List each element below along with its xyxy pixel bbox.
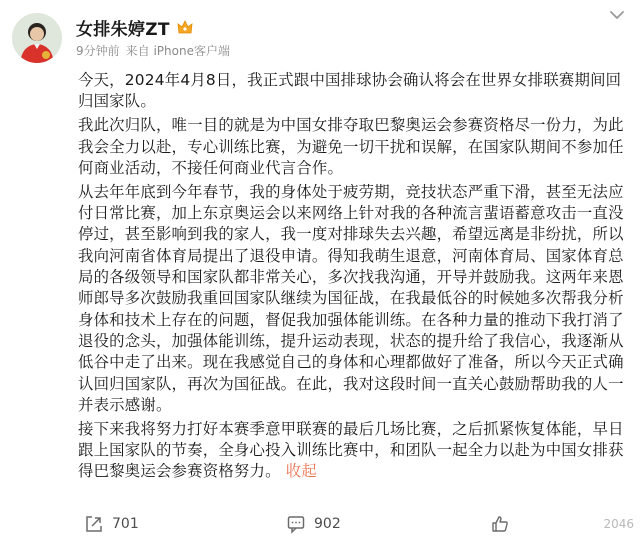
username[interactable]: 女排朱婷ZT xyxy=(76,19,170,40)
post-paragraph-last xyxy=(78,419,626,483)
comment-count: 902 xyxy=(314,516,341,532)
fold-link[interactable]: 收起 xyxy=(285,462,317,481)
post-header xyxy=(0,0,640,66)
post-paragraph: 今天，2024年4月8日，我正式跟中国排球协会确认将会在世界女排联赛期间回归国家队。 xyxy=(78,71,622,111)
post-paragraph: 从去年年底到今年春节，我的身体处于疲劳期，竞技状态严重下滑，甚至无法应付日常比赛，加上东京奥运会以来网络上针对我的各种流言蜚语蓄意攻击一直没停过，甚至影响到我的家人，我一度对排球失去兴趣，希望远离是非纷扰，所以我向河南省体育局提出了退役申请。得知我萌生退意，河南体育局、国家体育总局的各级领导和国家队都非常关心，多次找我沟通，开导并鼓励我。这两年来恩师郎导多次鼓励我重回国家队继续为国征战，在我最低谷的时候她多次帮我分析身体和技术上存在的问题，督促我加强体能训练。在各种力量的推动下我打消了退役的念头，加强体能训练，提升运动表现，状态的提升给了我信心，我逐渐从低谷中走了出来。现在我感觉自己的身体和心理都做好了准备，所以今天正式确认回归国家队，再次为国征战。在此，我对这段时间一直关心鼓励帮助我的人一并表示感谢。 xyxy=(78,182,624,414)
post-time: 9分钟前 xyxy=(76,44,120,58)
like-count: 2046 xyxy=(603,517,634,531)
comment-button[interactable] xyxy=(286,514,341,534)
like-icon xyxy=(490,514,510,534)
more-icon[interactable] xyxy=(608,6,626,24)
repost-count: 701 xyxy=(112,516,139,532)
post-meta xyxy=(76,42,230,59)
post-paragraph: 我此次归队，唯一目的就是为中国女排夺取巴黎奥运会参赛资格尽一份力，为此我会全力以赴，专心训练比赛，为避免一切干扰和误解，在国家队期间不参加任何商业活动，不接任何商业代言合作。 xyxy=(78,116,624,177)
like-button[interactable] xyxy=(490,514,510,534)
post-paragraph-text: 接下来我将努力打好本赛季意甲联赛的最后几场比赛，之后抓紧恢复体能，早日跟上国家队的节奏，全身心投入训练比赛中，和团队一起全力以赴为中国女排获得巴黎奥运会参赛资格努力。 xyxy=(78,419,624,481)
repost-button[interactable] xyxy=(84,514,139,534)
vip-badge-icon xyxy=(176,18,194,36)
avatar[interactable] xyxy=(12,13,62,63)
repost-icon xyxy=(84,514,104,534)
action-bar xyxy=(0,505,640,540)
post-source: 来自 iPhone客户端 xyxy=(125,44,230,58)
comment-icon xyxy=(286,514,306,534)
name-row xyxy=(76,16,194,38)
post-body xyxy=(78,70,626,485)
